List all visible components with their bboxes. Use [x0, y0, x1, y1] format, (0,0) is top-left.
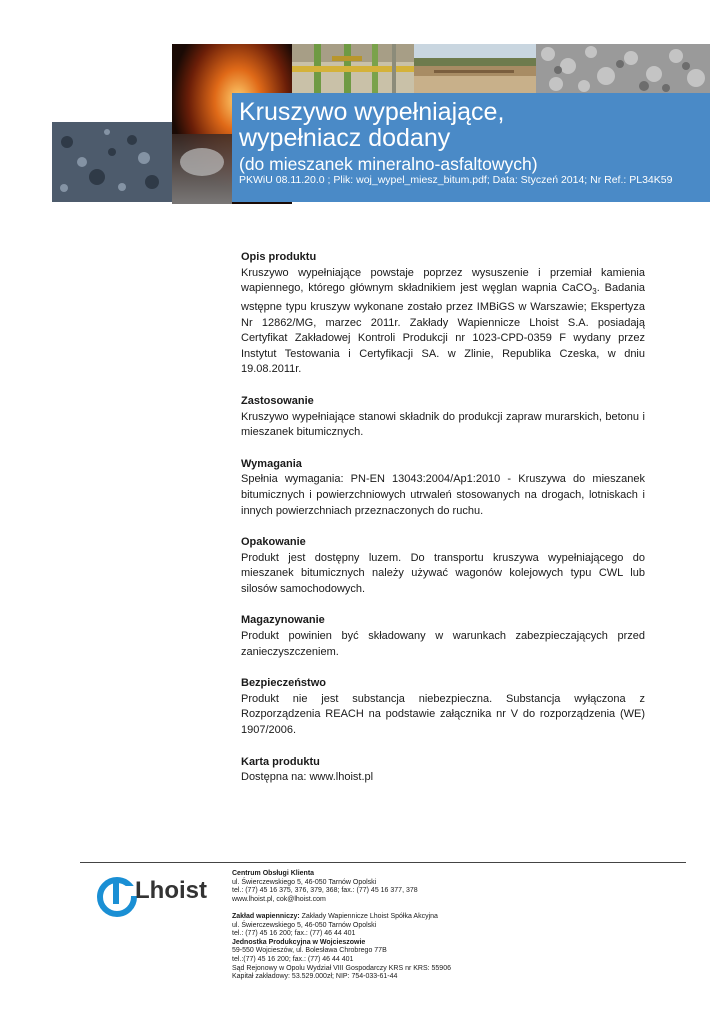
svg-text:Lhoist: Lhoist: [135, 877, 207, 904]
section-opis-produktu: [241, 250, 645, 378]
zaklad-address: ul. Świerczewskiego 5, 46-050 Tarnów Opolski: [232, 921, 377, 929]
jednostka-phone: tel.:(77) 45 16 200; fax.: (77) 46 44 401: [232, 955, 354, 963]
section-wymagania: [241, 457, 645, 519]
title-block: [232, 93, 710, 202]
cok-phone: tel.: (77) 45 16 375, 376, 379, 368; fax.: (77) 45 16 377, 378: [232, 887, 418, 895]
zaklad-phone: tel.: (77) 45 16 200; fax.: (77) 46 44 401: [232, 930, 356, 938]
section-magazynowanie: [241, 613, 645, 660]
product-title-line-2: wypełniacz dodany: [239, 124, 451, 152]
cok-address: ul. Świerczewskiego 5, 46-050 Tarnów Opolski: [232, 878, 377, 886]
formula-subscript: 3: [592, 287, 597, 297]
cok-title: Centrum Obsługi Klienta: [232, 870, 315, 877]
section-heading: Wymagania: [241, 457, 302, 470]
section-heading: Karta produktu: [241, 755, 320, 768]
zaklad-label: Zakład wapienniczy:: [232, 912, 300, 920]
header-photo-limestone: [52, 122, 172, 202]
section-karta-produktu: [241, 755, 645, 786]
footer-contact: [232, 870, 532, 982]
jednostka-title: Jednostka Produkcyjna w Wojcieszowie: [232, 938, 366, 946]
opis-text-part-2: . Badania wstępne typu kruszyw wykonane zostało przez IMBiGS w Warszawie; Ekspertyza Nr 12862/MG, marzec 2011r. Zakłady Wapiennicze Lhoist S.A. posiadają Certyfikat Zakładowej Kontroli Produkcji nr 1023-CPD-0359 F wydany przez Instytut Testowania i Certyfikacji SA. w Zlinie, Republika Czeska, w dniu 19.08.2011r.: [241, 282, 646, 376]
section-heading: Bezpieczeństwo: [241, 677, 326, 690]
header-photo-quarry: [414, 44, 536, 94]
section-zastosowanie: [241, 394, 645, 441]
section-text: Kruszywo wypełniające stanowi składnik do produkcji zapraw murarskich, betonu i mieszanek bitumicznych.: [241, 410, 645, 439]
document-body: [241, 250, 645, 802]
section-text: Produkt powinien być składowany w warunkach zabezpieczających przed zanieczyszczeniem.: [241, 630, 645, 658]
section-text: Produkt jest dostępny luzem. Do transportu kruszywa wypełniającego do mieszanek bitumicznych należy używać wagonów kolejowych typu CWL lub silosów samochodowych.: [241, 551, 645, 595]
section-text: Produkt nie jest substancja niebezpieczna. Substancja wyłączona z Rozporządzenia REACH na podstawie załącznika nr V do rozporządzenia (WE) 1907/2006.: [241, 692, 645, 737]
section-text: [241, 266, 645, 378]
section-heading: Zastosowanie: [241, 394, 314, 407]
header-photo-gravel: [536, 44, 710, 94]
section-text[interactable]: Dostępna na: www.lhoist.pl: [241, 771, 374, 784]
zaklad-line: [232, 913, 532, 922]
jednostka-address: 59-550 Wojcieszów, ul. Bolesława Chrobrego 77B: [232, 947, 387, 955]
court-registry: Sąd Rejonowy w Opolu Wydział VIII Gospodarczy KRS nr KRS: 55906: [232, 964, 451, 972]
section-opakowanie: [241, 535, 645, 597]
document-meta: PKWiU 08.11.20.0 ; Plik: woj_wypel_miesz_bitum.pdf; Data: Styczeń 2014; Nr Ref.: PL34K59: [239, 174, 673, 186]
section-heading: Opis produktu: [241, 251, 317, 263]
share-capital: Kapitał zakładowy: 53.529.000zł; NIP: 754-033-61-44: [232, 973, 398, 981]
section-heading: Magazynowanie: [241, 614, 325, 627]
cok-web[interactable]: www.lhoist.pl, cok@lhoist.com: [232, 895, 326, 903]
section-bezpieczenstwo: [241, 676, 645, 738]
footer-divider: [80, 862, 686, 863]
zaklad-name: Zakłady Wapiennicze Lhoist Spółka Akcyjna: [299, 912, 438, 920]
section-heading: Opakowanie: [241, 536, 306, 549]
opis-text-part-1: Kruszywo wypełniające powstaje poprzez wysuszenie i przemiał kamienia wapiennego, którego głównym składnikiem jest węglan wapnia CaCO: [241, 266, 645, 295]
product-subtitle: (do mieszanek mineralno-asfaltowych): [239, 154, 538, 174]
lhoist-logo: [97, 872, 213, 918]
product-title-line-1: Kruszywo wypełniające,: [239, 98, 505, 126]
section-text: Spełnia wymagania: PN-EN 13043:2004/Ap1:2010 - Kruszywa do mieszanek bitumicznych i powierzchniowych utrwaleń stosowanych na drogach, lotniskach i innych powierzchniach przeznaczonych do ruchu.: [241, 473, 645, 517]
header-photo-pipes: [292, 44, 414, 94]
